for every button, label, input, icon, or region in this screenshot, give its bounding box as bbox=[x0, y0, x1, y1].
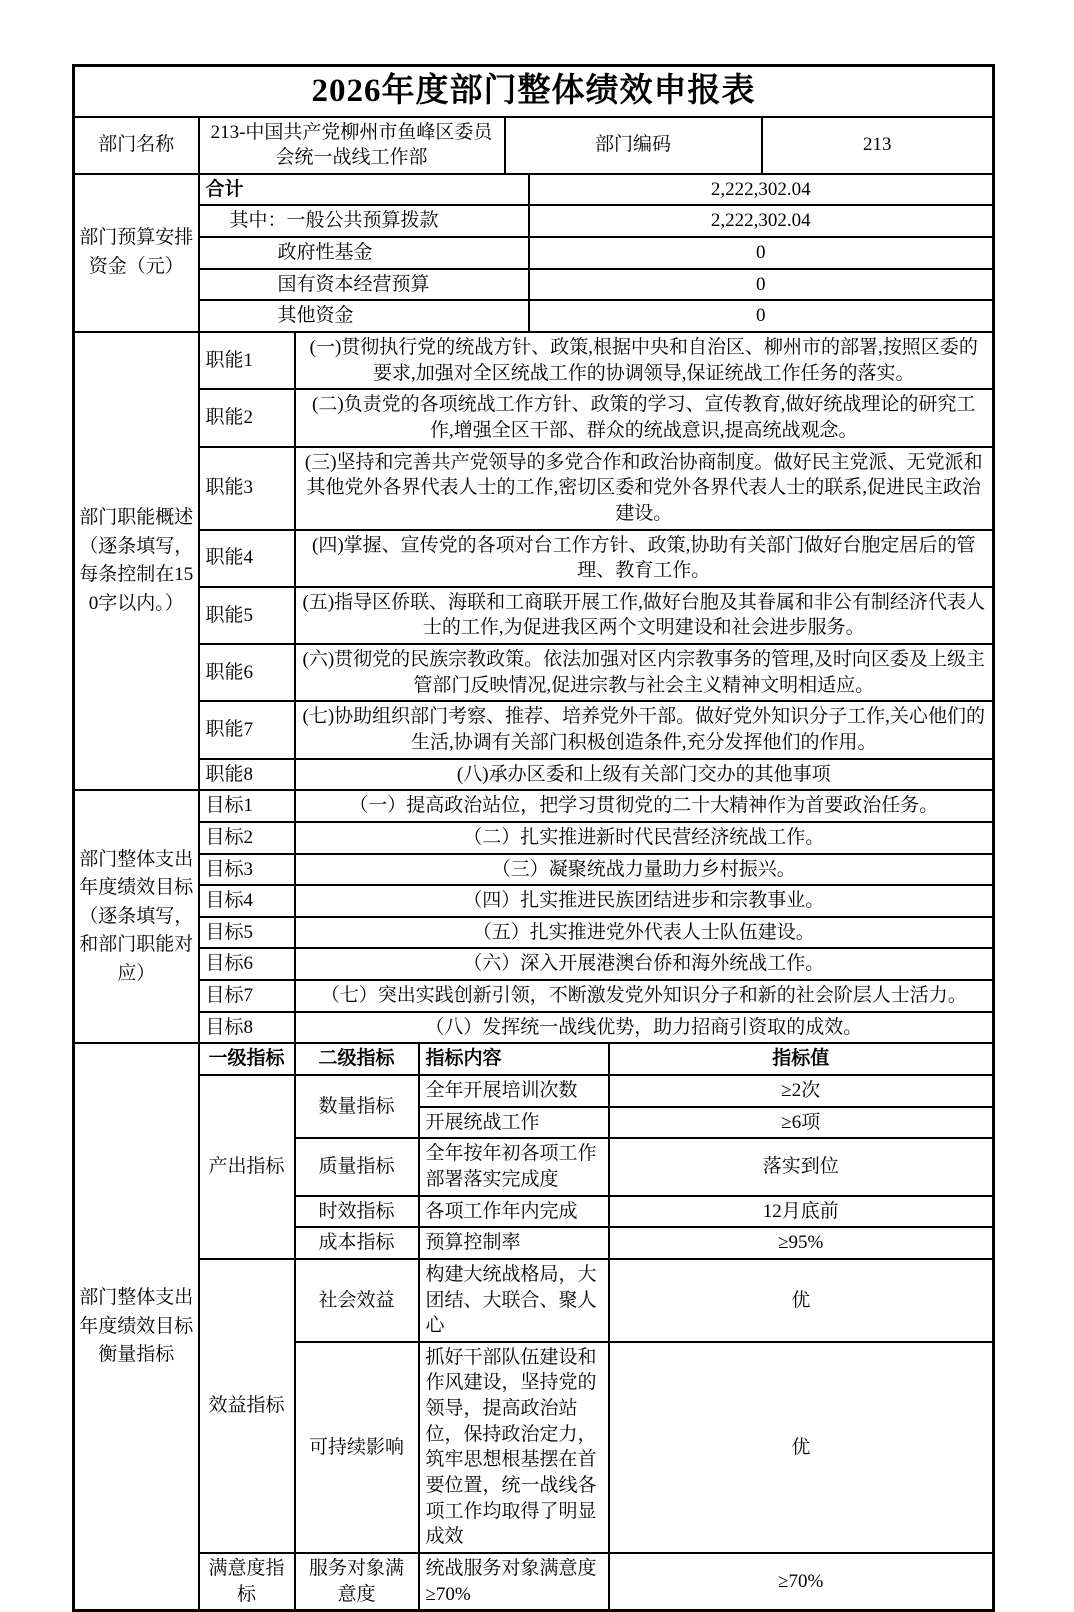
indicator-value-cell: ≥6项 bbox=[609, 1107, 994, 1139]
budget-row-value: 2,222,302.04 bbox=[529, 174, 994, 206]
indicator-value-cell: ≥95% bbox=[609, 1227, 994, 1259]
function-row-label: 职能7 bbox=[199, 701, 295, 758]
function-row-label: 职能4 bbox=[199, 530, 295, 587]
indicator-value-cell: 优 bbox=[609, 1342, 994, 1553]
goal-row-content: （四）扎实推进民族团结进步和宗教事业。 bbox=[295, 885, 994, 917]
function-row-label: 职能5 bbox=[199, 587, 295, 644]
budget-row-label: 其他资金 bbox=[199, 300, 529, 332]
budget-row-value: 0 bbox=[529, 269, 994, 301]
goal-row-label: 目标4 bbox=[199, 885, 295, 917]
indicator-content-cell: 全年按年初各项工作部署落实完成度 bbox=[419, 1138, 609, 1195]
dept-name-label: 部门名称 bbox=[74, 117, 199, 174]
function-row-content: (三)坚持和完善共产党领导的多党合作和政治协商制度。做好民主党派、无党派和其他党外各界代表人士的工作,密切区委和党外各界代表人士的联系,促进民主政治建设。 bbox=[295, 447, 994, 530]
indicator-value-cell: ≥2次 bbox=[609, 1075, 994, 1107]
report-sheet bbox=[72, 64, 995, 1612]
goal-row-label: 目标7 bbox=[199, 980, 295, 1012]
function-row-label: 职能8 bbox=[199, 759, 295, 791]
indicator-level2-cell: 成本指标 bbox=[295, 1227, 419, 1259]
performance-declaration-table bbox=[72, 64, 995, 1612]
function-row-content: (七)协助组织部门考察、推荐、培养党外干部。做好党外知识分子工作,关心他们的生活,协调有关部门积极创造条件,充分发挥他们的作用。 bbox=[295, 701, 994, 758]
function-row-label: 职能2 bbox=[199, 389, 295, 446]
function-row-label: 职能1 bbox=[199, 332, 295, 389]
dept-name-value: 213-中国共产党柳州市鱼峰区委员会统一战线工作部 bbox=[199, 117, 505, 174]
budget-row-label: 国有资本经营预算 bbox=[199, 269, 529, 301]
indicator-level2-cell: 数量指标 bbox=[295, 1075, 419, 1138]
indicator-level1-cell: 产出指标 bbox=[199, 1075, 295, 1259]
goal-row-label: 目标6 bbox=[199, 948, 295, 980]
goal-row-content: （三）凝聚统战力量助力乡村振兴。 bbox=[295, 854, 994, 886]
budget-row-label: 其中：一般公共预算拨款 bbox=[199, 205, 529, 237]
indicator-level2-cell: 质量指标 bbox=[295, 1138, 419, 1195]
indicator-content-cell: 开展统战工作 bbox=[419, 1107, 609, 1139]
indicator-value-cell: 优 bbox=[609, 1259, 994, 1342]
indicator-content-cell: 全年开展培训次数 bbox=[419, 1075, 609, 1107]
goal-row-content: （七）突出实践创新引领，不断激发党外知识分子和新的社会阶层人士活力。 bbox=[295, 980, 994, 1012]
function-row-label: 职能6 bbox=[199, 644, 295, 701]
goal-row-content: （五）扎实推进党外代表人士队伍建设。 bbox=[295, 917, 994, 949]
indicators-section-label: 部门整体支出年度绩效目标衡量指标 bbox=[74, 1043, 199, 1610]
function-row-label: 职能3 bbox=[199, 447, 295, 530]
indicator-value-cell: 12月底前 bbox=[609, 1196, 994, 1228]
indicators-header-value: 指标值 bbox=[609, 1043, 994, 1075]
budget-row-label: 合计 bbox=[199, 174, 529, 206]
indicators-header-content: 指标内容 bbox=[419, 1043, 609, 1075]
budget-row-value: 2,222,302.04 bbox=[529, 205, 994, 237]
indicator-content-cell: 统战服务对象满意度≥70% bbox=[419, 1553, 609, 1611]
goal-row-label: 目标2 bbox=[199, 822, 295, 854]
indicators-header-level2: 二级指标 bbox=[295, 1043, 419, 1075]
function-row-content: (五)指导区侨联、海联和工商联开展工作,做好台胞及其眷属和非公有制经济代表人士的工作,为促进我区两个文明建设和社会进步服务。 bbox=[295, 587, 994, 644]
goal-row-content: （二）扎实推进新时代民营经济统战工作。 bbox=[295, 822, 994, 854]
dept-code-value: 213 bbox=[762, 117, 994, 174]
indicator-content-cell: 预算控制率 bbox=[419, 1227, 609, 1259]
functions-section-label: 部门职能概述（逐条填写，每条控制在150字以内。） bbox=[74, 332, 199, 790]
goal-row-content: （一）提高政治站位，把学习贯彻党的二十大精神作为首要政治任务。 bbox=[295, 790, 994, 822]
function-row-content: (四)掌握、宣传党的各项对台工作方针、政策,协助有关部门做好台胞定居后的管理、教育工作。 bbox=[295, 530, 994, 587]
budget-section-label: 部门预算安排资金（元） bbox=[74, 174, 199, 332]
indicator-level2-cell: 时效指标 bbox=[295, 1196, 419, 1228]
dept-code-label: 部门编码 bbox=[505, 117, 762, 174]
indicator-level1-cell: 满意度指标 bbox=[199, 1553, 295, 1611]
indicators-header-level1: 一级指标 bbox=[199, 1043, 295, 1075]
indicator-value-cell: 落实到位 bbox=[609, 1138, 994, 1195]
goal-row-label: 目标1 bbox=[199, 790, 295, 822]
budget-row-label: 政府性基金 bbox=[199, 237, 529, 269]
function-row-content: (八)承办区委和上级有关部门交办的其他事项 bbox=[295, 759, 994, 791]
budget-row-value: 0 bbox=[529, 237, 994, 269]
indicator-level2-cell: 服务对象满意度 bbox=[295, 1553, 419, 1611]
indicator-content-cell: 构建大统战格局，大团结、大联合、聚人心 bbox=[419, 1259, 609, 1342]
indicator-content-cell: 抓好干部队伍建设和作风建设，坚持党的领导，提高政治站位，保持政治定力，筑牢思想根基摆在首要位置，统一战线各项工作均取得了明显成效 bbox=[419, 1342, 609, 1553]
goal-row-label: 目标3 bbox=[199, 854, 295, 886]
goal-row-content: （六）深入开展港澳台侨和海外统战工作。 bbox=[295, 948, 994, 980]
budget-row-value: 0 bbox=[529, 300, 994, 332]
indicator-value-cell: ≥70% bbox=[609, 1553, 994, 1611]
goal-row-content: （八）发挥统一战线优势，助力招商引资取的成效。 bbox=[295, 1012, 994, 1044]
goal-row-label: 目标5 bbox=[199, 917, 295, 949]
indicator-level2-cell: 社会效益 bbox=[295, 1259, 419, 1342]
function-row-content: (一)贯彻执行党的统战方针、政策,根据中央和自治区、柳州市的部署,按照区委的要求,加强对全区统战工作的协调领导,保证统战工作任务的落实。 bbox=[295, 332, 994, 389]
indicator-level2-cell: 可持续影响 bbox=[295, 1342, 419, 1553]
goals-section-label: 部门整体支出年度绩效目标（逐条填写，和部门职能对应） bbox=[74, 790, 199, 1043]
function-row-content: (二)负责党的各项统战工作方针、政策的学习、宣传教育,做好统战理论的研究工作,增强全区干部、群众的统战意识,提高统战观念。 bbox=[295, 389, 994, 446]
indicator-content-cell: 各项工作年内完成 bbox=[419, 1196, 609, 1228]
report-title: 2026年度部门整体绩效申报表 bbox=[74, 66, 994, 117]
goal-row-label: 目标8 bbox=[199, 1012, 295, 1044]
indicator-level1-cell: 效益指标 bbox=[199, 1259, 295, 1553]
function-row-content: (六)贯彻党的民族宗教政策。依法加强对区内宗教事务的管理,及时向区委及上级主管部门反映情况,促进宗教与社会主义精神文明相适应。 bbox=[295, 644, 994, 701]
